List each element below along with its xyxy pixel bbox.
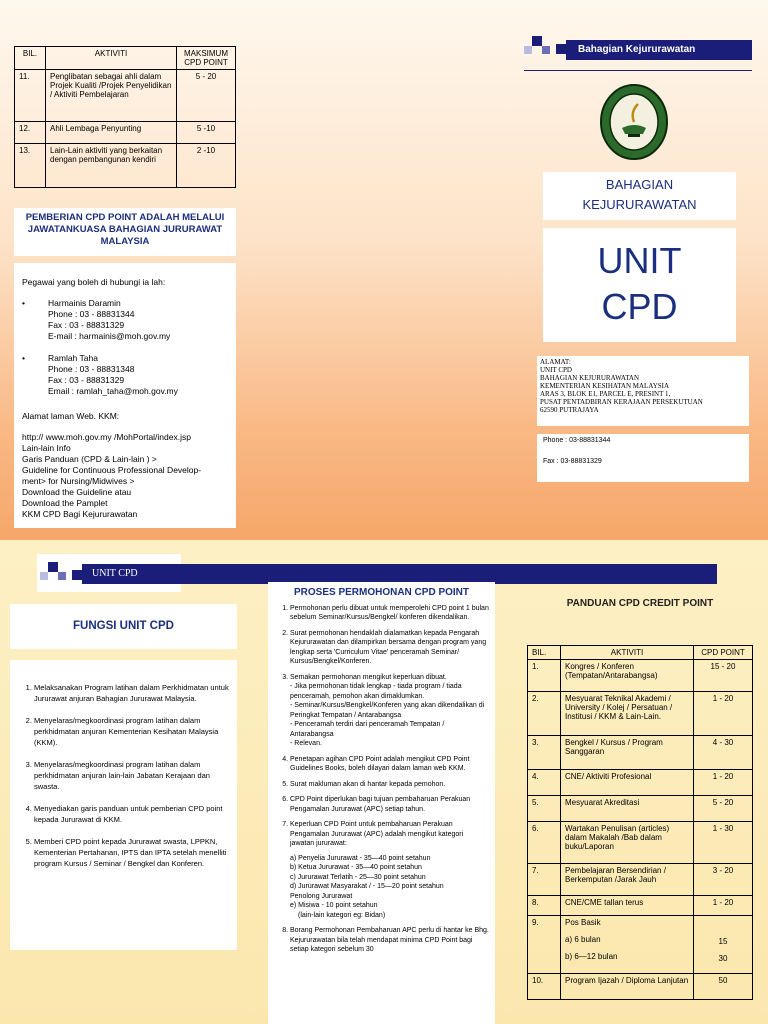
row-activity: Program Ijazah / Diploma Lanjutan — [561, 974, 694, 1000]
row-point: 5 - 20 — [694, 796, 753, 822]
row-point — [694, 916, 753, 974]
row-no: 13. — [15, 144, 46, 188]
row-activity: Pembelajaran Bersendirian / Berkemputan /Jarak Jauh — [561, 864, 694, 896]
col-aktiviti: AKTIVITI — [46, 47, 177, 70]
fungsi-list — [18, 682, 229, 869]
header-square-icon — [40, 572, 48, 580]
proses-item: 6. CPD Point diperlukan bagi tujuan pembaharuan Perakuan Pengamalan Jururawat (APC) setiap tahun. — [290, 795, 489, 814]
proses-item-text: Semakan permohonan mengikut keperluan dibuat. — [290, 673, 447, 681]
pemberian-title-box — [14, 208, 236, 256]
fungsi-item: 1. Melaksanakan Program latihan dalam Perkhidmatan untuk Jururawat anjuran Bahagian Jururawat Malaysia. — [34, 682, 229, 704]
proses-box — [268, 582, 495, 1024]
unit-title-line: UNIT — [597, 240, 682, 281]
proses-item: 2. Surat permohonan hendaklah dialamatkan kepada Pengarah Kejururawatan dan dilampirkan bersama dengan program yang lengkap serta 'Curriculum Vitae' penceramah Seminar/ Kursus/Bengkel/Konferen. — [290, 629, 489, 667]
header-square-icon — [542, 46, 550, 54]
address-box — [537, 356, 749, 426]
row-no: 8. — [528, 896, 561, 916]
web-line: KKM CPD Bagi Kejururawatan — [22, 509, 138, 519]
web-line: ment> for Nursing/Midwives > — [22, 476, 135, 486]
phone-fax-box — [537, 434, 749, 482]
address-line: ALAMAT: — [540, 358, 571, 366]
fungsi-title: FUNGSI UNIT CPD — [73, 620, 174, 632]
header-square-icon — [524, 46, 532, 54]
contact-person-2 — [22, 353, 228, 397]
panduan-table — [527, 645, 753, 1000]
row-no: 10. — [528, 974, 561, 1000]
dept-title-box — [543, 172, 736, 220]
row-no: 7. — [528, 864, 561, 896]
unit-cpd-label: UNIT CPD — [92, 568, 138, 579]
row-activity: Mesyuarat Teknikal Akademi / University / Kolej / Persatuan / Institusi / KKM & Lain-Lain. — [561, 692, 694, 736]
address-line: BAHAGIAN KEJURURAWATAN — [540, 374, 640, 382]
row-no: 3. — [528, 736, 561, 770]
web-url[interactable]: http:// www.moh.gov.my /MohPortal/index.jsp — [22, 432, 191, 442]
web-line: Guideline for Continuous Professional Develop- — [22, 465, 202, 475]
row-sub-label: a) 6 bulan — [565, 935, 601, 944]
web-line: Download the Guideline atau — [22, 487, 132, 497]
fungsi-item: 5. Memberi CPD point kepada Jururawat swasta, LPPKN, Kementerian Pertahanan, IPTS dan IPTA setelah menelliti program Kursus / Seminar / Bengkel dan Konferen. — [34, 836, 229, 869]
row-sub-point: 30 — [718, 954, 728, 963]
proses-sub: b) Ketua Jururawat - 35—40 point setahun — [290, 864, 422, 871]
contact-name: Harmainis Daramin — [48, 298, 121, 308]
unit-title-line: CPD — [601, 286, 678, 327]
office-phone: Phone : 03-88831344 — [543, 437, 611, 444]
row-point: 1 - 20 — [694, 896, 753, 916]
unit-cpd-bar — [82, 564, 717, 584]
proses-item: 5. Surat makluman akan di hantar kepada pemohon. — [290, 780, 489, 790]
row-no: 1. — [528, 660, 561, 692]
bullet-icon: • — [22, 353, 25, 363]
col-bil: BIL. — [15, 47, 46, 70]
dept-title-line: KEJURURAWATAN — [582, 197, 697, 212]
header-underline — [524, 70, 752, 71]
proses-item: 4. Penetapan agihan CPD Point adalah mengikut CPD Point Guidelines Books, boleh dilayari dalam laman web KKM. — [290, 755, 489, 774]
web-line: Garis Panduan (CPD & Lain-lain ) > — [22, 454, 157, 464]
header-square-icon — [58, 572, 66, 580]
row-no: 4. — [528, 770, 561, 796]
proses-list — [274, 604, 489, 955]
row-activity-text: Pos Basik — [565, 918, 601, 927]
bullet-icon: • — [22, 298, 25, 308]
row-activity: Ahli Lembaga Penyunting — [46, 122, 177, 144]
row-sub-label: b) 6—12 bulan — [565, 952, 618, 961]
pemberian-title: PEMBERIAN CPD POINT ADALAH MELALUI JAWATANKUASA BAHAGIAN JURURAWAT MALAYSIA — [25, 212, 225, 247]
col-aktiviti: AKTIVITI — [561, 646, 694, 660]
contact-email[interactable]: E-mail : harmainis@moh.gov.my — [48, 331, 171, 341]
header-square-icon — [48, 562, 58, 572]
header-label: Bahagian Kejururawatan — [578, 44, 696, 55]
header-square-icon — [556, 44, 566, 54]
contact-box — [14, 263, 236, 528]
row-activity: Penglibatan sebagai ahli dalam Projek Kualiti /Projek Penyelidikan / Aktiviti Pembelajaran — [46, 70, 177, 122]
row-no: 5. — [528, 796, 561, 822]
row-activity: CNE/CME tallan terus — [561, 896, 694, 916]
web-label: Alamat laman Web. KKM: — [22, 411, 120, 421]
header-square-icon — [532, 36, 542, 46]
top-activity-table — [14, 46, 236, 188]
row-point: 1 - 20 — [694, 770, 753, 796]
proses-sub: - Seminar/Kursus/Bengkel/Konferen yang akan dikendalikan di Peringkat Tempatan / Antarabangsa — [290, 702, 485, 719]
row-point: 15 - 20 — [694, 660, 753, 692]
row-activity: Lain-Lain aktiviti yang berkaitan dengan pembangunan kendiri — [46, 144, 177, 188]
row-activity: Bengkel / Kursus / Program Sanggaran — [561, 736, 694, 770]
fungsi-list-box — [10, 660, 237, 950]
address-line: ARAS 3, BLOK E1, PARCEL E, PRESINT 1, — [540, 390, 671, 398]
office-fax: Fax : 03-88831329 — [543, 458, 602, 465]
row-no: 11. — [15, 70, 46, 122]
proses-sub: d) Jururawat Masyarakat / - 15—20 point setahun — [290, 883, 444, 890]
panduan-title: PANDUAN CPD CREDIT POINT — [566, 598, 714, 609]
row-point: 50 — [694, 974, 753, 1000]
header-square-icon — [72, 570, 82, 580]
row-no: 12. — [15, 122, 46, 144]
contact-intro: Pegawai yang boleh di hubungi ia lah: — [22, 277, 166, 287]
proses-sub: Penolong Jururawat — [290, 892, 353, 900]
contact-phone: Phone : 03 - 88831348 — [48, 364, 135, 374]
proses-sub: a) Penyelia Jururawat - 35—40 point setahun — [290, 854, 431, 862]
proses-sub: - Penceramah terdiri dari penceramah Tempatan / Antarabangsa — [290, 721, 445, 738]
web-line: Download the Pamplet — [22, 498, 108, 508]
row-no: 2. — [528, 692, 561, 736]
dept-title-line: BAHAGIAN — [605, 177, 674, 192]
proses-item-text: Keperluan CPD Point untuk pembaharuan Perakuan Pengamalan Jururawat (APC) adalah mengikut kategori jawatan jururawat: — [290, 821, 464, 847]
row-point: 3 - 20 — [694, 864, 753, 896]
contact-fax: Fax : 03 - 88831329 — [48, 375, 125, 385]
proses-title: PROSES PERMOHONAN CPD POINT — [293, 587, 470, 598]
address-line: 62590 PUTRAJAYA — [540, 406, 599, 414]
nursing-emblem-icon — [598, 82, 670, 162]
row-activity: Mesyuarat Akreditasi — [561, 796, 694, 822]
contact-fax: Fax : 03 - 88831329 — [48, 320, 125, 330]
row-point: 1 - 30 — [694, 822, 753, 864]
row-point: 4 - 30 — [694, 736, 753, 770]
contact-person-1 — [22, 298, 228, 342]
proses-item: 8. Borang Permohonan Pembaharuan APC perlu di hantar ke Bhg. Kejururawatan bila telah mendapat minima CPD Point bagi setiap kategori sebelum 30 — [290, 926, 489, 955]
proses-item — [290, 820, 489, 920]
row-activity — [561, 916, 694, 974]
unit-title-box — [543, 228, 736, 342]
proses-item — [290, 673, 489, 749]
col-bil: BIL. — [528, 646, 561, 660]
proses-sub: e) Misiwa - 10 point setahun — [290, 902, 378, 909]
proses-sub: (lain-lain kategori eg: Bidan) — [298, 911, 386, 919]
col-max-point: MAKSIMUM CPD POINT — [177, 47, 236, 70]
web-links — [22, 432, 228, 520]
web-line: Lain-lain Info — [22, 443, 71, 453]
address-line: PUSAT PENTADBIRAN KERAJAAN PERSEKUTUAN — [540, 398, 703, 406]
bottom-panel — [0, 540, 768, 1024]
contact-email[interactable]: Email : ramlah_taha@moh.gov.my — [48, 386, 178, 396]
fungsi-item: 2. Menyelaras/megkoordinasi program latihan dalam perkhidmatan anjuran Kementerian Kesihatan Malaysia (KKM). — [34, 715, 229, 748]
fungsi-title-box — [10, 604, 237, 649]
proses-item: 1. Permohonan perlu dibuat untuk memperolehi CPD point 1 bulan sebelum Seminar/Kursus/Bengkel/ konferen dikendalikan. — [290, 604, 489, 623]
row-no: 9. — [528, 916, 561, 974]
proses-sub: - Jika permohonan tidak lengkap - tiada program / tiada penceramah, pemohon akan dimaklumkan. — [290, 683, 462, 700]
row-point: 2 -10 — [177, 144, 236, 188]
row-no: 6. — [528, 822, 561, 864]
row-point: 5 - 20 — [177, 70, 236, 122]
row-activity: CNE/ Aktiviti Profesional — [561, 770, 694, 796]
address-line: KEMENTERIAN KESIHATAN MALAYSIA — [540, 382, 670, 390]
address-line: UNIT CPD — [540, 366, 572, 374]
proses-sub: c) Jururawat Terlatih - 25—30 point setahun — [290, 873, 426, 881]
fungsi-item: 3. Menyelaras/megkoordinasi program latihan dalam perkhidmatan anjuran lain-lain Jabatan Kerajaan dan swasta. — [34, 759, 229, 792]
proses-sub: - Relevan. — [290, 740, 322, 747]
fungsi-item: 4. Menyediakan garis panduan untuk pemberian CPD point kepada Jururawat di KKM. — [34, 803, 229, 825]
row-point: 5 -10 — [177, 122, 236, 144]
col-cpd-point: CPD POINT — [694, 646, 753, 660]
row-activity: Kongres / Konferen (Tempatan/Antarabangsa) — [561, 660, 694, 692]
row-activity: Wartakan Penulisan (articles) dalam Makalah /Bab dalam buku/Laporan — [561, 822, 694, 864]
row-point: 1 - 20 — [694, 692, 753, 736]
contact-name: Ramlah Taha — [48, 353, 98, 363]
row-sub-point: 15 — [718, 937, 728, 946]
contact-phone: Phone : 03 - 88831344 — [48, 309, 135, 319]
